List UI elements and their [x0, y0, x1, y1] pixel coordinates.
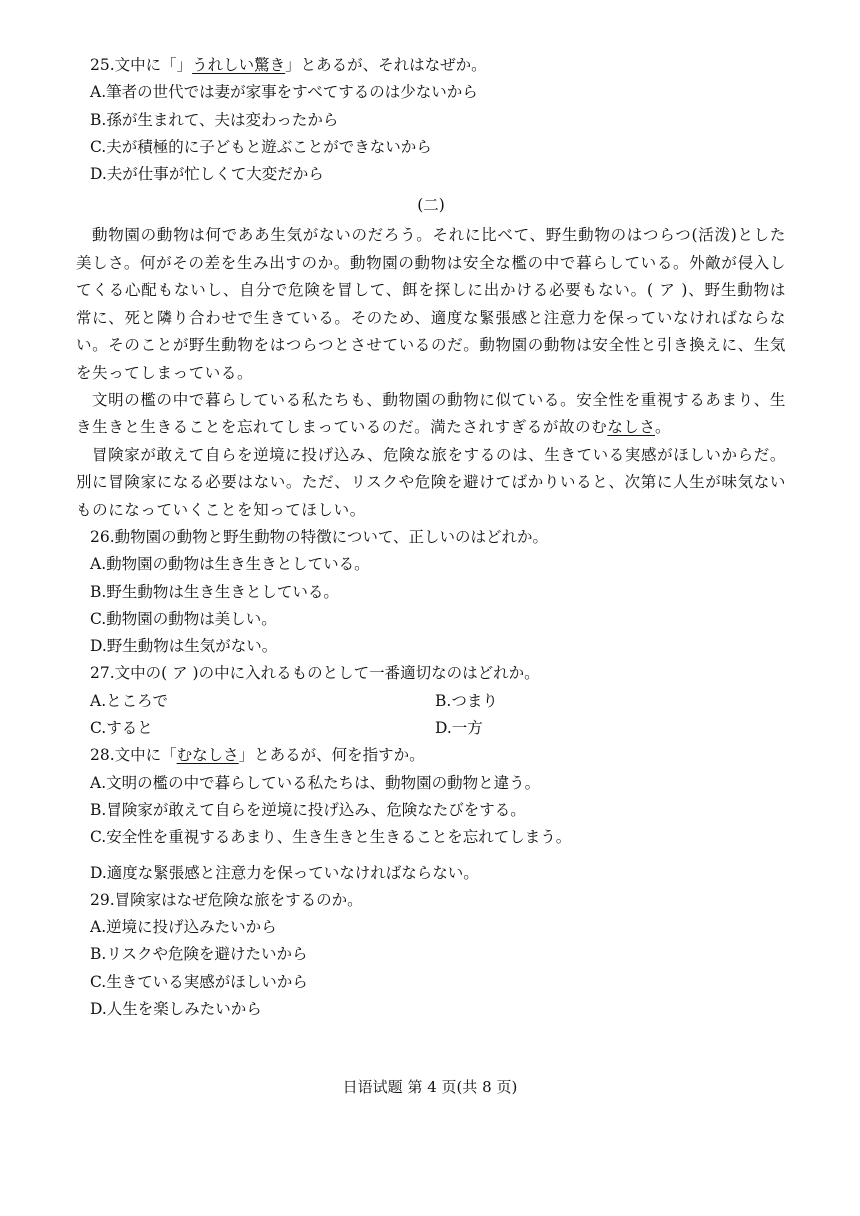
option-d: D.夫が仕事が忙しくて大変だから: [90, 165, 324, 184]
question-27: [76, 660, 786, 742]
page-footer: 日语试题 第 4 页(共 8 页): [342, 1078, 518, 1096]
reading-passage: [76, 222, 786, 523]
options-row-1: [76, 688, 786, 715]
question-25: [76, 52, 786, 188]
option-c: C.すると: [90, 719, 153, 738]
underlined-phrase: うれしい驚き: [192, 56, 286, 74]
section-title: (二): [417, 196, 445, 215]
passage-paragraph-2: 文明の檻の中で暮らしている私たちも、動物園の動物に似ている。安全性を重視するあまり、生き生きと生きることを忘れてしまっているのだ。満たされすぎるが故のむなしさ。: [76, 390, 786, 437]
option-d: D.適度な緊張感と注意力を保っていなければならない。: [90, 863, 479, 882]
option-d: D.一方: [435, 719, 483, 738]
question-26: [76, 524, 786, 660]
option-b: B.冒険家が敢えて自らを逆境に投げ込み、危険なたびをする。: [90, 800, 526, 819]
question-stem: 29.冒険家はなぜ危険な旅をするのか。: [90, 890, 363, 909]
option-c: C.動物園の動物は美しい。: [90, 609, 277, 628]
question-stem: 27.文中の( ア )の中に入れるものとして一番適切なのはどれか。: [90, 664, 540, 683]
option-b: B.野生動物は生き生きとしている。: [90, 582, 339, 601]
option-a: A.ところで: [90, 691, 168, 710]
question-stem: 28.文中に「むなしさ」とあるが、何を指すか。: [90, 746, 425, 765]
options-row-2: [76, 715, 786, 742]
option-c: C.夫が積極的に子どもと遊ぶことができないから: [90, 137, 432, 156]
question-stem: 25.文中に「」うれしい驚き」とあるが、それはなぜか。: [90, 56, 487, 74]
option-c: C.生きている実感がほしいから: [90, 972, 308, 991]
option-b: B.つまり: [435, 691, 498, 710]
option-a: A.筆者の世代では妻が家事をすべてするのは少ないから: [90, 83, 478, 102]
question-28: [76, 742, 786, 886]
question-29: [76, 887, 786, 1023]
exam-page: [76, 52, 786, 1023]
option-a: A.逆境に投げ込みたいから: [90, 918, 277, 937]
option-d: D.野生動物は生気がない。: [90, 637, 278, 656]
option-b: B.孫が生まれて、夫は変わったから: [90, 110, 339, 129]
question-stem: 26.動物園の動物と野生動物の特徴について、正しいのはどれか。: [90, 527, 549, 546]
option-c: C.安全性を重視するあまり、生き生きと生きることを忘れてしまう。: [90, 828, 572, 847]
option-a: A.文明の檻の中で暮らしている私たちは、動物園の動物と違う。: [90, 773, 541, 792]
passage-paragraph-1: 動物園の動物は何でああ生気がないのだろう。それに比べて、野生動物のはつらつ(活泼)とした美しさ。何がその差を生み出すのか。動物園の動物は安全な檻の中で暮らしている。外敵が侵入してくる心配もないし、自分で危険を冒して、餌を探しに出かける必要もない。( ア )、野生動物は常に、死と隣り合わせで生きている。そのため、適度な緊張感と注意力を保っていなければならない。そのことが野生動物をはつらつとさせているのだ。動物園の動物は安全性と引き換えに、生気を失ってしまっている。: [76, 226, 786, 382]
option-d: D.人生を楽しみたいから: [90, 1000, 262, 1018]
option-a: A.動物園の動物は生き生きとしている。: [90, 555, 370, 574]
underlined-phrase: なしさ: [607, 418, 655, 437]
underlined-phrase: むなしさ: [176, 746, 239, 765]
passage-paragraph-3: 冒険家が敢えて自らを逆境に投げ込み、危険な旅をするのは、生きている実感がほしいからだ。別に冒険家になる必要はない。ただ、リスクや危険を避けてばかりいると、次第に人生が味気ないものになっていくことを知ってほしい。: [76, 445, 786, 519]
option-b: B.リスクや危険を避けたいから: [90, 945, 308, 964]
